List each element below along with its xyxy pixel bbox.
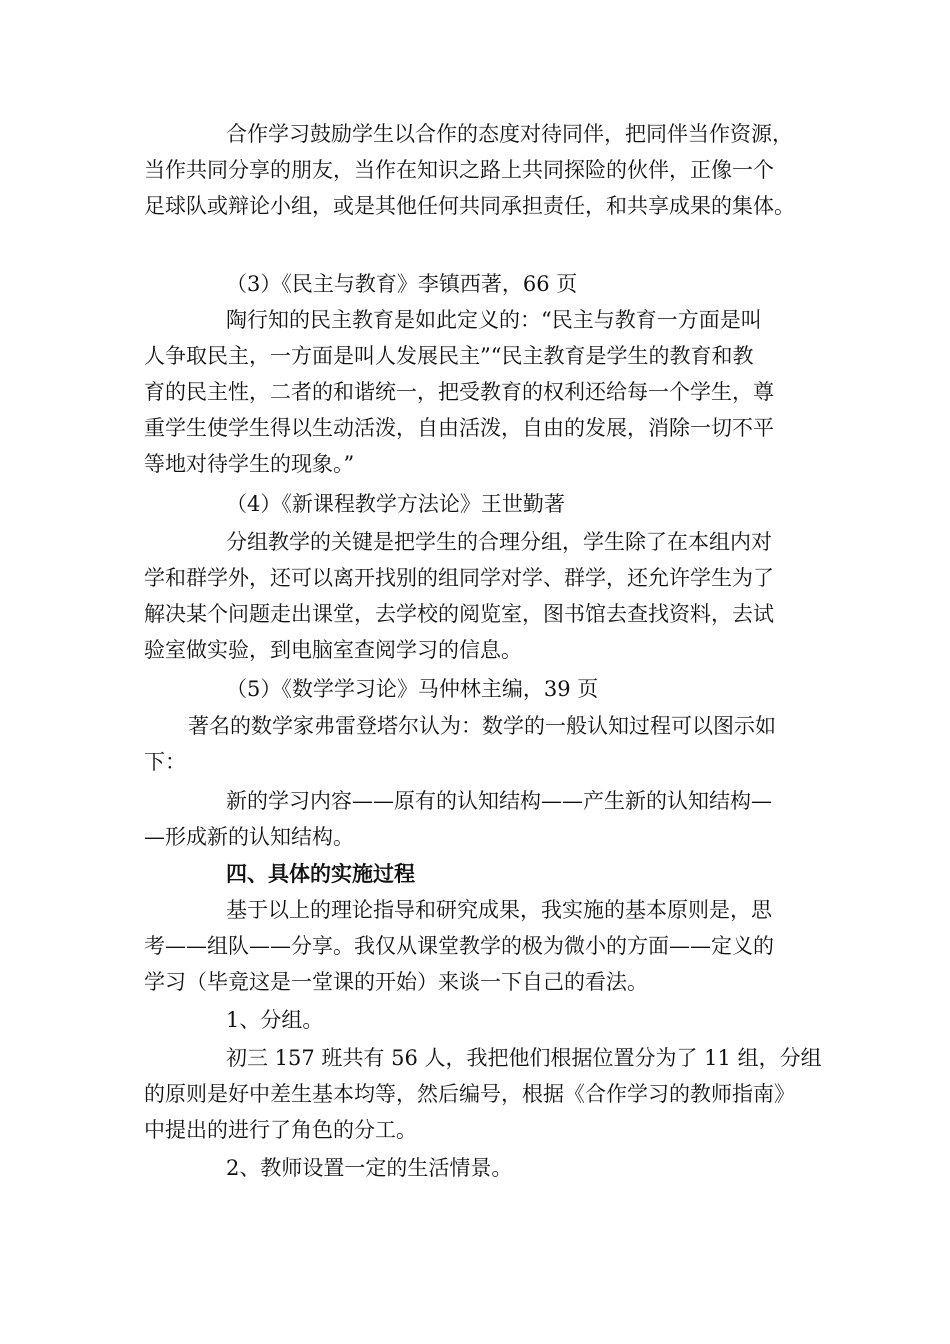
paragraph-line: 重学生使学生得以生动活泼，自由活泼，自由的发展，消除一切不平 bbox=[144, 416, 774, 440]
paragraph-line: 学和群学外，还可以离开找别的组同学对学、群学，还允许学生为了 bbox=[144, 566, 774, 590]
paragraph-line: 等地对待学生的现象。” bbox=[144, 452, 355, 476]
paragraph-line: 初三 157 班共有 56 人，我把他们根据位置分为了 11 组，分组 bbox=[226, 1046, 822, 1070]
reference-line: （5）《数学学习论》马仲林主编，39 页 bbox=[226, 677, 599, 701]
paragraph-line: 学习（毕竟这是一堂课的开始）来谈一下自己的看法。 bbox=[144, 970, 648, 994]
paragraph-line: 下： bbox=[144, 750, 186, 774]
paragraph-line: 的原则是好中差生基本均等，然后编号，根据《合作学习的教师指南》 bbox=[144, 1082, 795, 1106]
paragraph-line: 陶行知的民主教育是如此定义的：“民主与教育一方面是叫 bbox=[226, 308, 762, 332]
paragraph-line: 足球队或辩论小组，或是其他任何共同承担责任，和共享成果的集体。 bbox=[144, 194, 795, 218]
paragraph-line: 基于以上的理论指导和研究成果，我实施的基本原则是，思 bbox=[226, 898, 772, 922]
paragraph-line: —形成新的认知结构。 bbox=[144, 825, 354, 849]
paragraph-line: 中提出的进行了角色的分工。 bbox=[144, 1118, 417, 1142]
paragraph-line: 合作学习鼓励学生以合作的态度对待同伴，把同伴当作资源， bbox=[226, 122, 793, 146]
list-item-heading: 2、教师设置一定的生活情景。 bbox=[226, 1156, 513, 1180]
paragraph-line: 新的学习内容——原有的认知结构——产生新的认知结构— bbox=[226, 789, 772, 813]
list-item-heading: 1、分组。 bbox=[226, 1008, 324, 1032]
paragraph-line: 育的民主性，二者的和谐统一，把受教育的权利还给每一个学生，尊 bbox=[144, 380, 774, 404]
paragraph-line: 验室做实验，到电脑室查阅学习的信息。 bbox=[144, 638, 522, 662]
paragraph-line: 人争取民主，一方面是叫人发展民主”“民主教育是学生的教育和教 bbox=[144, 344, 754, 368]
paragraph-line: 分组教学的关键是把学生的合理分组，学生除了在本组内对 bbox=[226, 530, 772, 554]
reference-line: （4）《新课程教学方法论》王世勤著 bbox=[226, 492, 565, 516]
paragraph-line: 解决某个问题走出课堂，去学校的阅览室，图书馆去查找资料，去试 bbox=[144, 602, 774, 626]
section-heading: 四、具体的实施过程 bbox=[226, 861, 415, 886]
paragraph-line: 当作共同分享的朋友，当作在知识之路上共同探险的伙伴，正像一个 bbox=[144, 158, 774, 182]
paragraph-line: 著名的数学家弗雷登塔尔认为：数学的一般认知过程可以图示如 bbox=[188, 714, 776, 738]
reference-line: （3）《民主与教育》李镇西著，66 页 bbox=[226, 272, 578, 296]
paragraph-line: 考——组队——分享。我仅从课堂教学的极为微小的方面——定义的 bbox=[144, 934, 774, 958]
